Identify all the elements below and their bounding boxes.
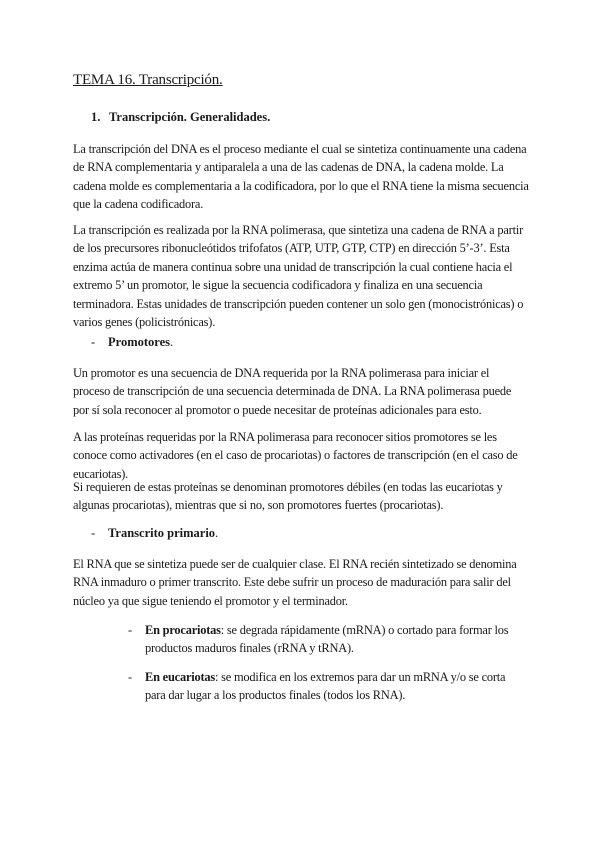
paragraph-promotores-debiles: Si requieren de estas proteínas se denominan promotores débiles (en todas las eucariotas y algunas procariotas), mientras que si no, son promotores fuertes (procariotas). <box>73 480 503 513</box>
section-number: 1. <box>91 110 101 124</box>
subheading-transcrito-primario <box>91 524 218 542</box>
section-title: Transcripción. Generalidades. <box>109 110 271 124</box>
subheading-label: Transcrito primario <box>108 526 216 540</box>
paragraph-definition: La transcripción del DNA es el proceso mediante el cual se sintetiza continuamente una cadena de RNA complementaria y antiparalela a una de las cadenas de DNA, la cadena molde. La cadena molde es complementaria a la codificadora, por lo que el RNA tiene la misma secuencia que la cadena codificadora. <box>73 142 529 212</box>
bullet-label: En eucariotas <box>145 670 216 684</box>
bullet-text: : se modifica en los extremos para dar un mRNA y/o se corta para dar lugar a los productos finales (todos los RNA). <box>145 670 506 702</box>
paragraph-rna-inmaduro: El RNA que se sintetiza puede ser de cualquier clase. El RNA recién sintetizado se denomina RNA inmaduro o primer transcrito. Este debe sufrir un proceso de maduración para salir del núcleo ya que sigue teniendo el promotor y el terminador. <box>73 557 517 608</box>
dash-marker: - <box>128 670 132 684</box>
section-heading-1 <box>91 110 270 125</box>
bullet-eucariotas <box>128 668 528 704</box>
subheading-label: Promotores <box>108 335 171 349</box>
paragraph-promotor-definition: Un promotor es una secuencia de DNA requerida por la RNA polimerasa para iniciar el proceso de transcripción de una secuencia determinada de DNA. La RNA polimerasa puede por sí sola reconocer al promotor o puede necesitar de proteínas adicionales para esto. <box>73 366 512 417</box>
subheading-tail: . <box>215 526 219 540</box>
dash-marker: - <box>91 335 96 349</box>
bullet-procariotas <box>128 621 528 657</box>
dash-marker: - <box>128 623 132 637</box>
bullet-label: En procariotas <box>145 623 221 637</box>
subheading-promotores <box>91 333 173 351</box>
subheading-tail: . <box>170 335 174 349</box>
paragraph-activadores: A las proteínas requeridas por la RNA polimerasa para reconocer sitios promotores se les conoce como activadores (en el caso de procariotas) o factores de transcripción (en el caso de eucariotas). <box>73 430 518 481</box>
paragraph-rna-polymerase: La transcripción es realizada por la RNA polimerasa, que sintetiza una cadena de RNA a partir de los precursores ribonucleótidos trifofatos (ATP, UTP, GTP, CTP) en dirección 5’-3’. Esta enzima actúa de manera continua sobre una unidad de transcripción la cual contiene hacia el extremo 5’ un promotor, le sigue la secuencia codificadora y finaliza en una secuencia terminadora. Estas unidades de transcripción pueden contener un solo gen (monocistrónicas) o varios genes (policistrónicas). <box>73 223 524 330</box>
dash-marker: - <box>91 526 96 540</box>
bullet-text: : se degrada rápidamente (mRNA) o cortado para formar los productos maduros finales (rRNA y tRNA). <box>145 623 509 655</box>
page-title: TEMA 16. Transcripción. <box>73 72 223 88</box>
